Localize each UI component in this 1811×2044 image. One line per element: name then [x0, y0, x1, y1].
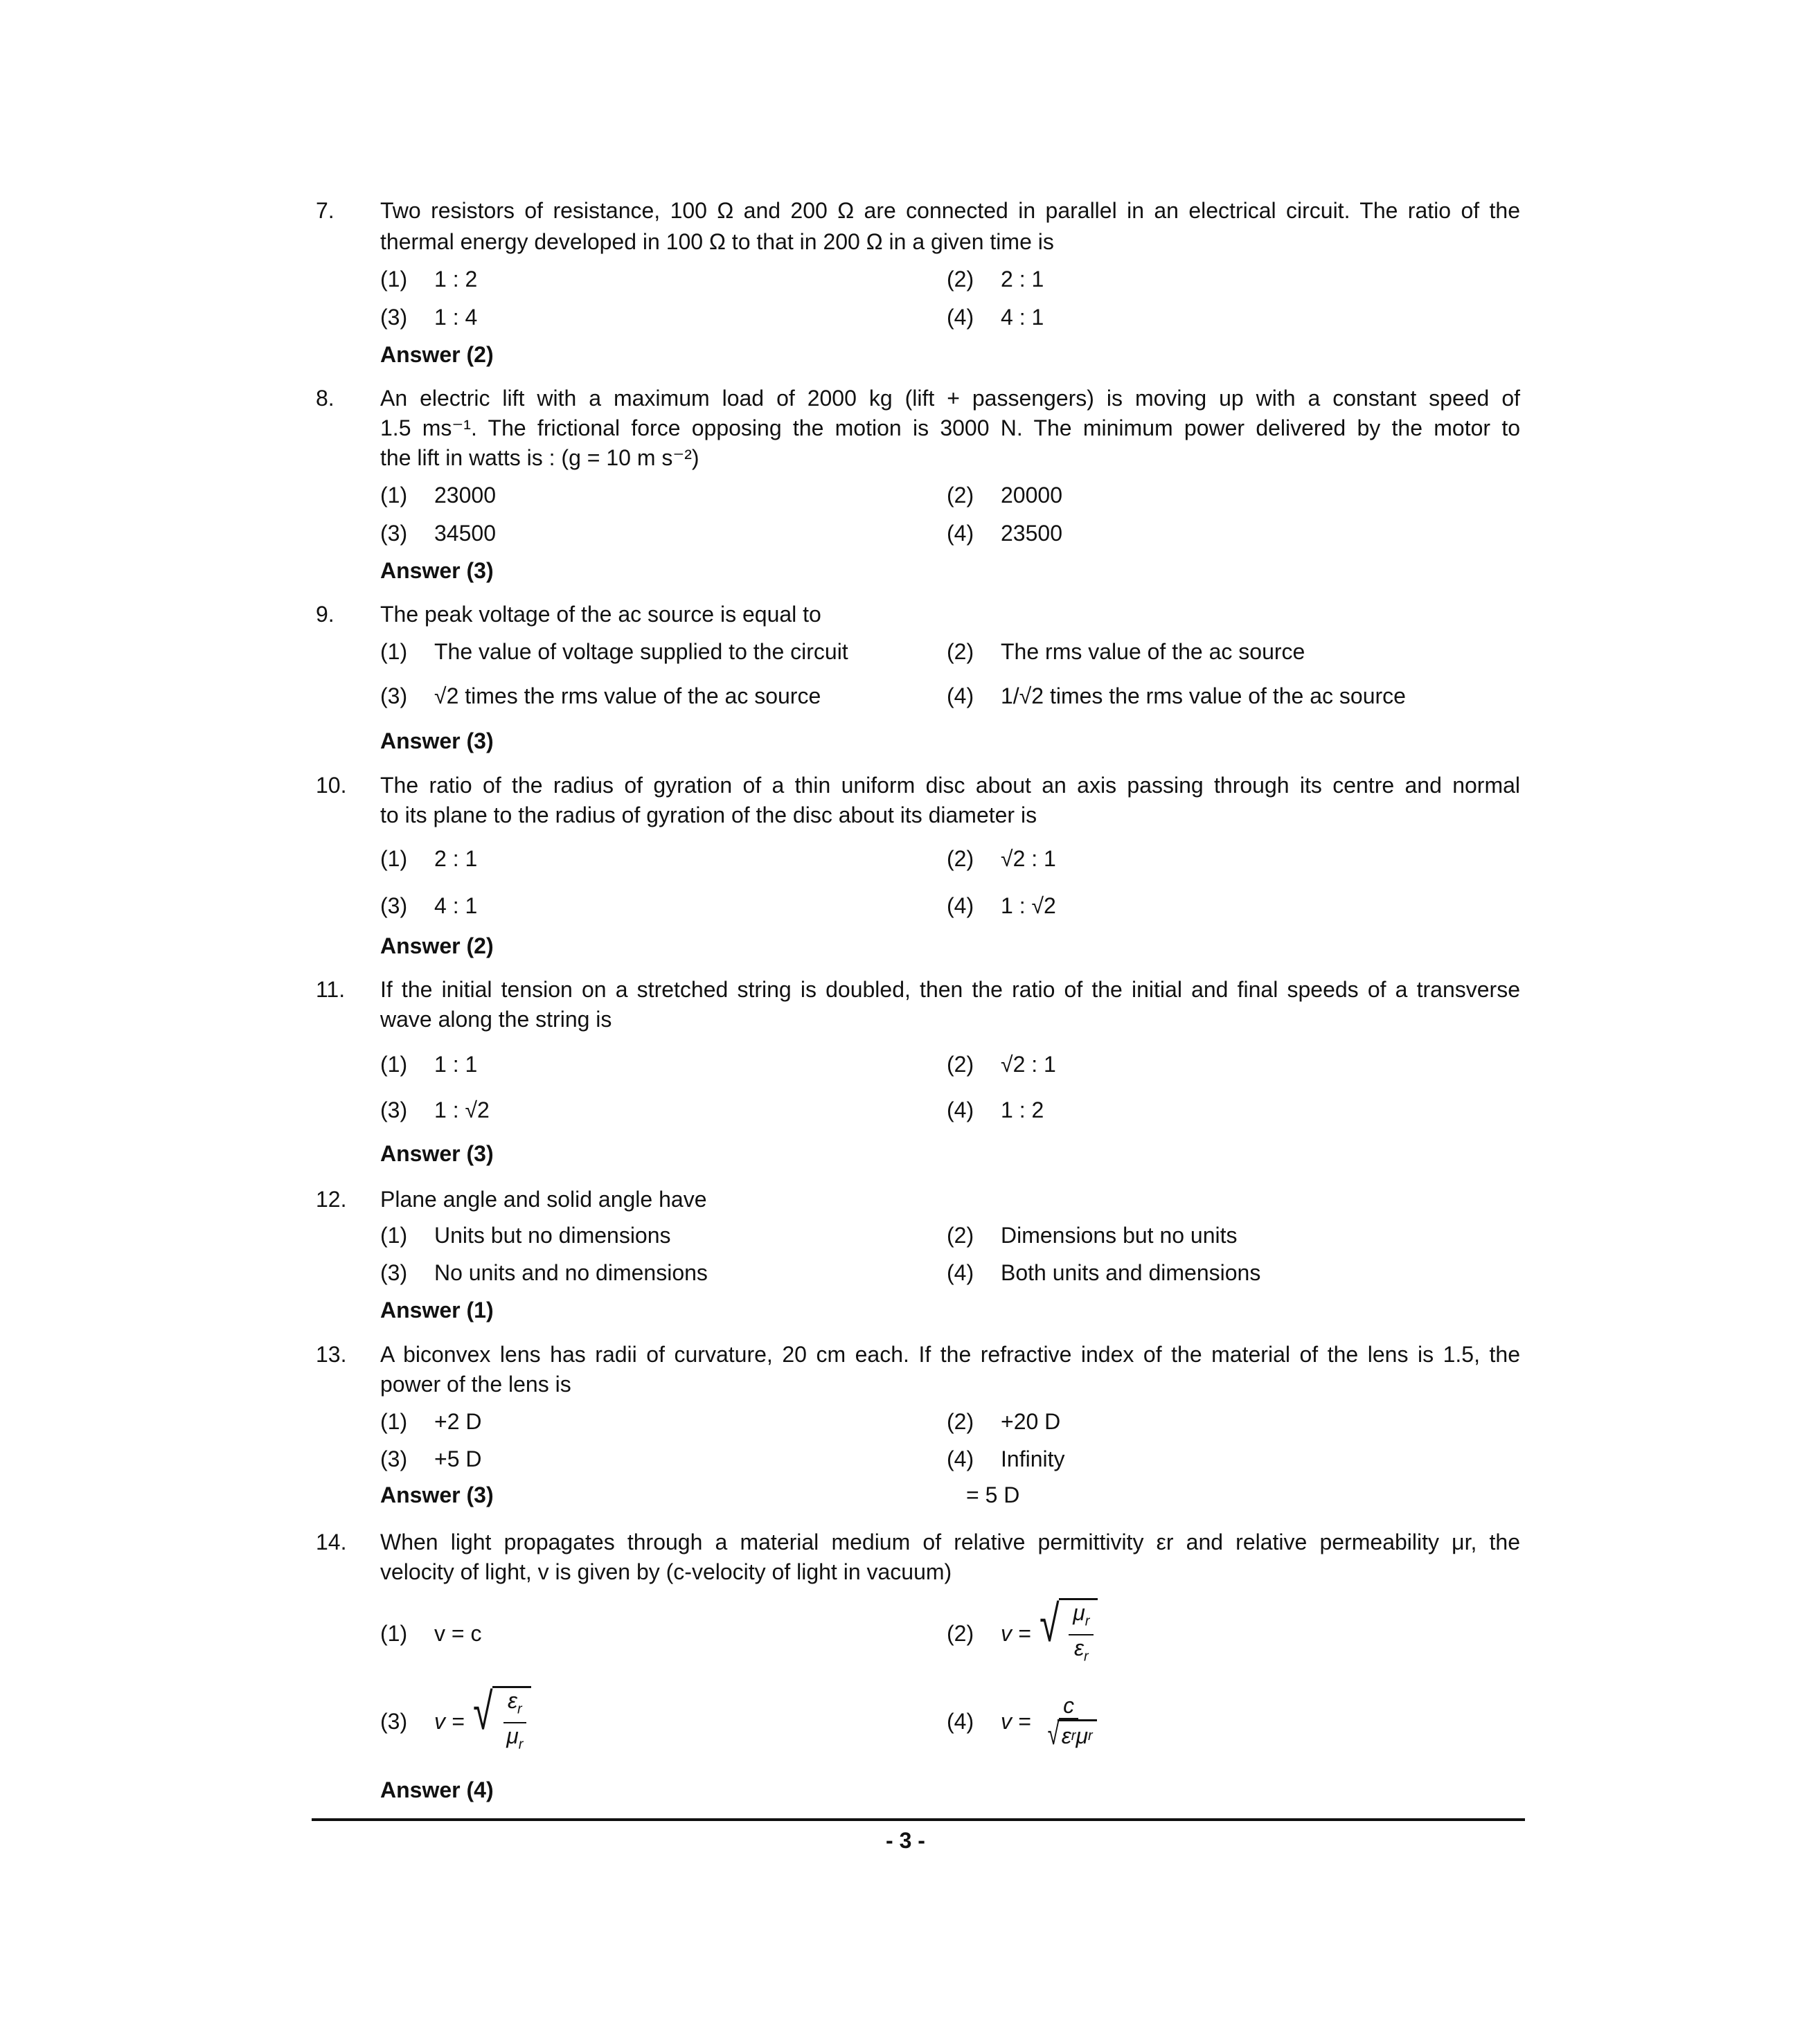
symbol: μ [1076, 1723, 1088, 1748]
option-text: 1 : √2 [1001, 893, 1056, 918]
option-label: (1) [380, 639, 408, 664]
option-text: √2 : 1 [1001, 1052, 1056, 1077]
option-text: 1 : 1 [434, 1052, 478, 1077]
radical-sign: √ [1039, 1595, 1060, 1653]
numerator [503, 1688, 526, 1723]
numerator [1059, 1693, 1078, 1719]
question-text-line: The ratio of the radius of gyration of a thin uniform disc about an axis passing through its centre and normal [380, 773, 1520, 798]
symbol: ε [1061, 1723, 1071, 1748]
option-text: +20 D [1001, 1409, 1061, 1434]
option-text: Both units and dimensions [1001, 1260, 1261, 1285]
option-label: (2) [947, 1223, 974, 1248]
option-2 [947, 845, 1056, 872]
option-4 [947, 1259, 1260, 1287]
option-label: (2) [947, 483, 974, 508]
subscript: r [518, 1736, 524, 1752]
symbol: ε [1073, 1635, 1084, 1660]
option-2 [947, 265, 1044, 293]
option-1 [380, 1221, 671, 1249]
option-label: (2) [947, 267, 974, 292]
question-text-line: Plane angle and solid angle have [380, 1187, 707, 1212]
question-text-line: If the initial tension on a stretched string is doubled, then the ratio of the initial and final speeds of a transverse [380, 977, 1520, 1002]
page-number: - 3 - [886, 1828, 925, 1853]
fraction [1037, 1693, 1101, 1750]
option-label: (1) [380, 1409, 408, 1434]
option-2 [947, 1221, 1238, 1249]
option-label: (3) [380, 1260, 408, 1285]
option-text: 1 : 4 [434, 305, 478, 330]
question-text-line: A biconvex lens has radii of curvature, 20 cm each. If the refractive index of the material of the lens is 1.5, the [380, 1342, 1520, 1367]
denominator [1037, 1719, 1101, 1750]
formula-lhs: v = [1001, 1709, 1031, 1734]
answer-note: = 5 D [966, 1482, 1020, 1507]
option-2 [947, 481, 1062, 509]
question-text-line: An electric lift with a maximum load of 2000 kg (lift + passengers) is moving up with a constant speed of [380, 386, 1520, 411]
subscript: r [517, 1701, 522, 1717]
option-3 [380, 1445, 481, 1473]
option-text: 2 : 1 [434, 846, 478, 871]
formula [434, 1683, 531, 1757]
option-1 [380, 1050, 477, 1078]
option-text: 1 : 2 [1001, 1097, 1044, 1122]
denominator [502, 1723, 527, 1757]
subscript: r [1071, 1728, 1076, 1743]
option-1 [380, 845, 477, 872]
formula [1001, 1693, 1101, 1750]
option-2 [947, 1050, 1056, 1078]
square-root [1045, 1719, 1097, 1750]
option-label: (3) [380, 683, 408, 708]
option-label: (2) [947, 1621, 974, 1646]
question-number: 9. [316, 602, 334, 627]
question-text-line: The peak voltage of the ac source is equal to [380, 602, 821, 627]
option-label: (4) [947, 305, 974, 330]
option-text: No units and no dimensions [434, 1260, 708, 1285]
answer-label: Answer (4) [380, 1777, 494, 1802]
option-4 [947, 1445, 1064, 1473]
option-label: (1) [380, 846, 408, 871]
fraction [1069, 1600, 1094, 1669]
answer-label: Answer (3) [380, 1141, 494, 1166]
option-label: (3) [380, 305, 408, 330]
option-4 [947, 682, 1406, 710]
option-text: 20000 [1001, 483, 1062, 508]
option-2 [947, 638, 1305, 665]
symbol: c [1063, 1693, 1075, 1718]
question-number: 11. [316, 977, 346, 1002]
subscript: r [1084, 1648, 1089, 1664]
numerator [1069, 1600, 1094, 1635]
question-number: 13. [316, 1342, 347, 1367]
option-4 [947, 1683, 1101, 1759]
option-4 [947, 892, 1056, 920]
option-3 [380, 892, 477, 920]
question-text-line: Two resistors of resistance, 100 Ω and 200 Ω are connected in parallel in an electrical circuit. The ratio of the [380, 198, 1520, 223]
option-label: (3) [380, 893, 408, 918]
question-number: 8. [316, 386, 334, 411]
option-1 [380, 481, 496, 509]
question-number: 12. [316, 1187, 347, 1212]
option-text: 23500 [1001, 521, 1062, 546]
option-label: (4) [947, 683, 974, 708]
option-label: (1) [380, 1621, 408, 1646]
option-3 [380, 519, 496, 547]
question-number: 14. [316, 1530, 347, 1554]
footer-divider [312, 1818, 1525, 1821]
option-text: 1 : √2 [434, 1097, 490, 1122]
answer-label: Answer (1) [380, 1298, 494, 1323]
option-text: Infinity [1001, 1446, 1065, 1471]
option-text: Dimensions but no units [1001, 1223, 1238, 1248]
option-text: 34500 [434, 521, 496, 546]
subscript: r [1088, 1728, 1093, 1743]
symbol: ε [507, 1688, 517, 1714]
formula-lhs: v = [1001, 1621, 1031, 1646]
question-text-line: to its plane to the radius of gyration of the disc about its diameter is [380, 803, 1037, 827]
option-4 [947, 303, 1044, 331]
option-label: (4) [947, 1260, 974, 1285]
question-text-line: velocity of light, v is given by (c-velocity of light in vacuum) [380, 1559, 952, 1584]
square-root [1035, 1595, 1098, 1669]
option-text: Units but no dimensions [434, 1223, 671, 1248]
option-label: (1) [380, 483, 408, 508]
option-text: √2 : 1 [1001, 846, 1056, 871]
option-1 [380, 265, 477, 293]
option-label: (4) [947, 1709, 974, 1734]
symbol: μ [1073, 1600, 1085, 1626]
option-label: (2) [947, 1052, 974, 1077]
denominator [1070, 1635, 1093, 1669]
option-text: 1/√2 times the rms value of the ac source [1001, 683, 1406, 708]
option-text: 2 : 1 [1001, 267, 1044, 292]
option-label: (1) [380, 267, 408, 292]
option-label: (3) [380, 1709, 408, 1734]
option-text: 4 : 1 [434, 893, 478, 918]
question-text-line: wave along the string is [380, 1007, 612, 1032]
option-label: (4) [947, 521, 974, 546]
option-3 [380, 682, 821, 710]
option-label: (3) [380, 521, 408, 546]
formula [1001, 1595, 1098, 1669]
option-text: +2 D [434, 1409, 482, 1434]
option-2 [947, 1595, 1098, 1671]
answer-label: Answer (2) [380, 342, 494, 367]
option-3 [380, 303, 477, 331]
option-2 [947, 1408, 1060, 1435]
option-text: v = c [434, 1621, 482, 1646]
radicand [492, 1686, 531, 1757]
option-label: (3) [380, 1446, 408, 1471]
radical-sign: √ [1047, 1717, 1060, 1751]
option-3 [380, 1683, 531, 1759]
square-root [469, 1683, 532, 1757]
option-label: (2) [947, 639, 974, 664]
option-1 [380, 1408, 481, 1435]
question-number: 10. [316, 773, 347, 798]
symbol: μ [506, 1723, 519, 1748]
option-text: 1 : 2 [434, 267, 478, 292]
question-number: 7. [316, 198, 334, 223]
option-4 [947, 1096, 1044, 1124]
radicand [1059, 1598, 1098, 1669]
question-text-line: 1.5 ms⁻¹. The frictional force opposing the motion is 3000 N. The minimum power delivered by the motor to [380, 415, 1520, 440]
formula-lhs: v = [434, 1709, 465, 1734]
question-text-line: the lift in watts is : (g = 10 m s⁻²) [380, 445, 699, 470]
option-text: +5 D [434, 1446, 482, 1471]
option-text: √2 times the rms value of the ac source [434, 683, 821, 708]
question-text-line: When light propagates through a material medium of relative permittivity εr and relative permeability μr, the [380, 1530, 1520, 1554]
option-label: (2) [947, 846, 974, 871]
option-3 [380, 1259, 708, 1287]
answer-label: Answer (3) [380, 728, 494, 753]
question-text-line: power of the lens is [380, 1372, 571, 1397]
radical-sign: √ [472, 1683, 493, 1741]
option-text: The value of voltage supplied to the circuit [434, 639, 848, 664]
fraction [502, 1688, 527, 1757]
option-1 [380, 1620, 481, 1647]
answer-label: Answer (2) [380, 933, 494, 958]
option-1 [380, 638, 848, 665]
option-label: (4) [947, 893, 974, 918]
option-text: 4 : 1 [1001, 305, 1044, 330]
option-4 [947, 519, 1062, 547]
option-label: (1) [380, 1223, 408, 1248]
radicand [1058, 1719, 1097, 1750]
option-text: 23000 [434, 483, 496, 508]
option-label: (4) [947, 1446, 974, 1471]
option-3 [380, 1096, 490, 1124]
option-label: (3) [380, 1097, 408, 1122]
option-label: (2) [947, 1409, 974, 1434]
question-text-line: thermal energy developed in 100 Ω to that in 200 Ω in a given time is [380, 229, 1054, 254]
option-label: (1) [380, 1052, 408, 1077]
answer-label: Answer (3) [380, 558, 494, 583]
subscript: r [1085, 1613, 1090, 1629]
option-text: The rms value of the ac source [1001, 639, 1305, 664]
option-label: (4) [947, 1097, 974, 1122]
answer-label: Answer (3) [380, 1482, 494, 1507]
